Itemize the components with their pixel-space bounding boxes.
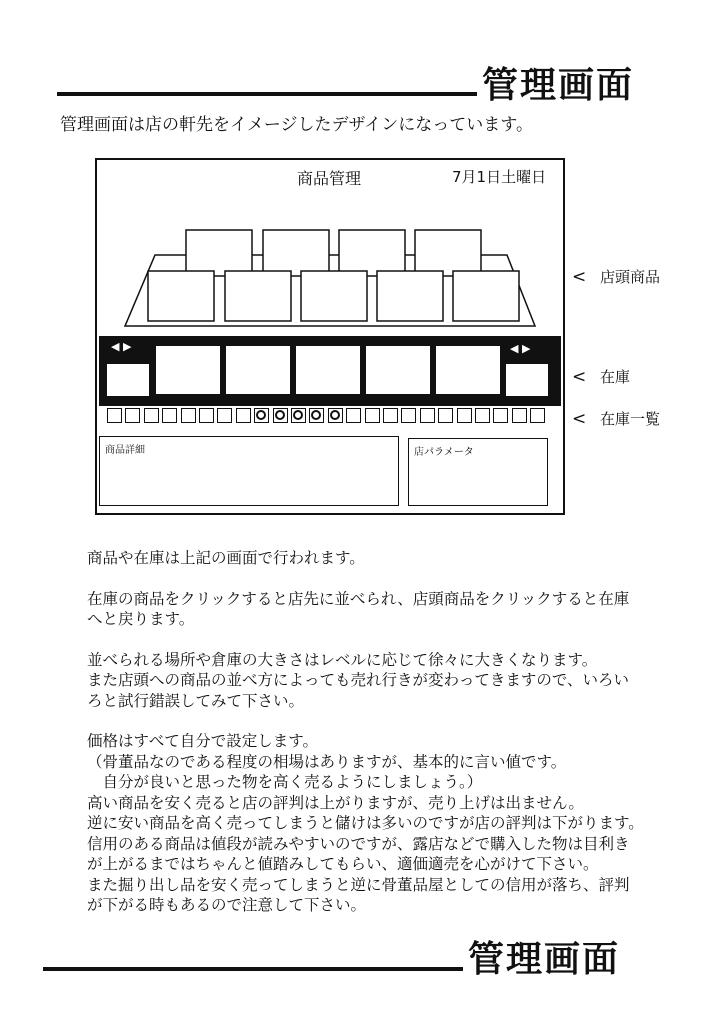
body-line: 商品や在庫は上記の画面で行われます。: [87, 549, 365, 567]
page-heading-top: 管理画面: [482, 65, 635, 106]
stock-slot[interactable]: [226, 346, 290, 394]
stock-list-slot[interactable]: [383, 408, 398, 423]
stock-list-slot[interactable]: [475, 408, 490, 423]
shelf-top-item: [263, 230, 329, 276]
stock-list-slot[interactable]: [365, 408, 380, 423]
body-paragraph: [87, 548, 667, 569]
shelf-top-item: [415, 230, 481, 276]
stock-slot[interactable]: [296, 346, 360, 394]
stock-list-slot[interactable]: [457, 408, 472, 423]
body-line: 並べられる場所や倉庫の大きさはレベルに応じて徐々に大きくなります。: [87, 650, 598, 669]
body-paragraph: [87, 650, 667, 712]
stock-list-slot[interactable]: [493, 408, 508, 423]
callout-stock-list-label: 在庫一覧: [600, 410, 661, 428]
stock-list-slot-filled[interactable]: [254, 408, 269, 423]
intro-text: 管理画面は店の軒先をイメージしたデザインになっています。: [60, 115, 533, 135]
body-line: また店頭への商品の並べ方によっても売れ行きが変わってきますので、いろい: [87, 671, 630, 689]
body-line: 逆に安い商品を高く売ってしまうと儲けは多いのですが店の評判は下がります。: [87, 814, 644, 832]
shop-params-label: 店パラメータ: [414, 447, 474, 458]
callout-stock-label: 在庫: [600, 368, 631, 386]
stock-list-slot[interactable]: [346, 408, 361, 423]
body-line: 在庫の商品をクリックすると店先に並べられ、店頭商品をクリックすると在庫: [87, 589, 630, 608]
stock-list-slot[interactable]: [236, 408, 251, 423]
stock-slot[interactable]: [506, 364, 548, 396]
stock-list-slot[interactable]: [401, 408, 416, 423]
body-line: が上がるまではちゃんと値踏みしてもらい、適価適売を心がけて下さい。: [87, 855, 599, 873]
stock-slot[interactable]: [436, 346, 500, 394]
stock-list-slot-filled[interactable]: [273, 408, 288, 423]
scroll-right-arrow-icon[interactable]: ▶: [522, 342, 531, 355]
management-screen-mockup: [95, 158, 565, 515]
item-detail-label: 商品詳細: [105, 445, 145, 456]
stock-slot[interactable]: [107, 364, 149, 396]
shelf-top-item: [186, 230, 252, 276]
body-line: へと戻ります。: [87, 610, 195, 628]
mockup-date: 7月1日土曜日: [452, 168, 547, 186]
item-detail-panel: [99, 436, 399, 506]
shelf-front-item: [148, 271, 214, 321]
stock-band: [99, 336, 561, 406]
stock-list: [107, 408, 557, 426]
shelf-front-item: [377, 271, 443, 321]
heading-rule-bottom: [43, 967, 463, 971]
stock-list-slot[interactable]: [530, 408, 545, 423]
scroll-right-arrow-icon[interactable]: ▶: [123, 340, 132, 353]
body-line: 価格はすべて自分で設定します。: [87, 732, 318, 750]
body-paragraph: [87, 589, 667, 630]
scroll-left-arrow-icon[interactable]: ◀: [111, 340, 120, 353]
callout-stock-list: [572, 408, 660, 429]
body-line: また掘り出し品を安く売ってしまうと逆に骨董品屋としての信用が落ち、評判: [87, 875, 630, 894]
shelf-front-item: [301, 271, 367, 321]
stock-list-slot-filled[interactable]: [328, 408, 343, 423]
stock-slot[interactable]: [156, 346, 220, 394]
heading-rule-top: [57, 92, 477, 96]
body-text: [87, 548, 667, 936]
body-line: が下がる時もあるので注意して下さい。: [87, 896, 367, 914]
shelf-top-item: [339, 230, 405, 276]
scroll-left-arrow-icon[interactable]: ◀: [510, 342, 519, 355]
callout-marker: <: [572, 367, 587, 387]
body-line: 信用のある商品は値段が読みやすいのですが、露店などで購入した物は目利き: [87, 834, 630, 853]
body-line: ろと試行錯誤してみて下さい。: [87, 691, 305, 710]
stock-list-slot[interactable]: [107, 408, 122, 423]
callout-stock: [572, 366, 630, 387]
callout-storefront-label: 店頭商品: [600, 268, 661, 286]
stock-list-slot[interactable]: [420, 408, 435, 423]
stock-list-slot[interactable]: [199, 408, 214, 423]
stock-list-slot-filled[interactable]: [309, 408, 324, 423]
body-line: 高い商品を安く売ると店の評判は上がりますが、売り上げは出ません。: [87, 793, 584, 812]
callout-storefront: [572, 266, 660, 287]
callout-marker: <: [572, 267, 587, 287]
mockup-title: 商品管理: [297, 169, 362, 188]
stock-list-slot[interactable]: [162, 408, 177, 423]
body-line: （骨董品なのである程度の相場はありますが、基本的に言い値です。: [87, 752, 567, 771]
body-line: 自分が良いと思った物を高く売るようにしましょう。）: [87, 773, 483, 791]
shelf-front-item: [453, 271, 519, 321]
stock-list-slot[interactable]: [512, 408, 527, 423]
shop-params-panel: [408, 438, 548, 506]
body-paragraph: [87, 731, 667, 916]
stock-list-slot[interactable]: [125, 408, 140, 423]
stock-list-slot[interactable]: [438, 408, 453, 423]
storefront-shelf: [97, 160, 563, 340]
stock-list-slot[interactable]: [181, 408, 196, 423]
callout-marker: <: [572, 409, 587, 429]
stock-slot[interactable]: [366, 346, 430, 394]
page-heading-bottom: 管理画面: [468, 939, 621, 980]
stock-list-slot[interactable]: [144, 408, 159, 423]
stock-list-slot-filled[interactable]: [291, 408, 306, 423]
stock-list-slot[interactable]: [217, 408, 232, 423]
shelf-front-item: [225, 271, 291, 321]
